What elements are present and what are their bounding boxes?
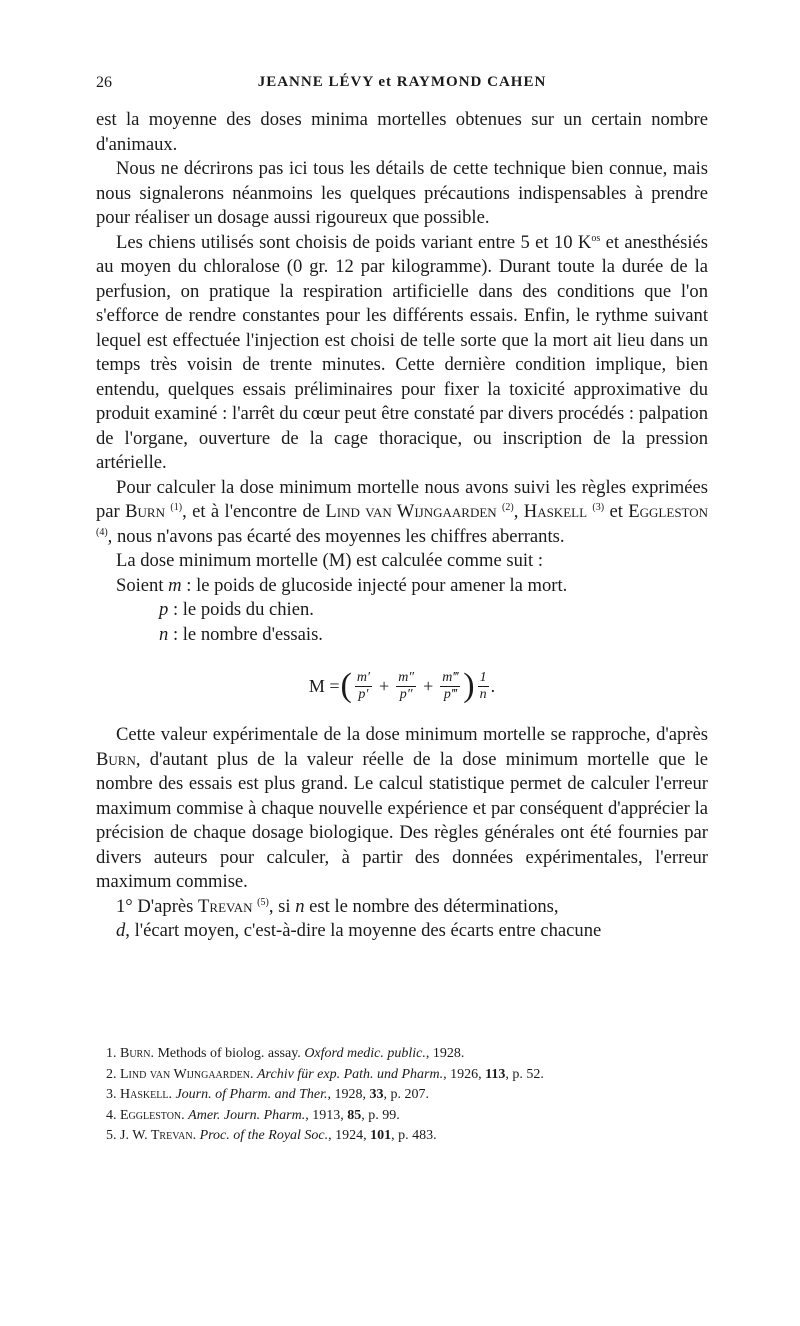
footnote-text: . (168, 1087, 176, 1102)
footnote-ref: (3) (592, 501, 605, 513)
author-name: Trevan (198, 895, 253, 917)
definition-line (96, 623, 708, 648)
author-name: Lind van Wijngaarden (325, 501, 497, 522)
footnote-author: Eggleston (120, 1107, 182, 1123)
paragraph (96, 476, 708, 550)
math-symbol: n (159, 623, 169, 645)
footnote-volume: 33 (369, 1087, 384, 1102)
paragraph-text: , si (268, 895, 296, 917)
author-name: Burn (125, 501, 165, 522)
page-number: 26 (96, 74, 112, 91)
page-header (96, 74, 708, 98)
paragraph-text: Les chiens utilisés sont choisis de poids variant entre 5 et 10 K (116, 231, 592, 253)
formula-paren-open: ( (340, 667, 352, 704)
plus-sign: + (423, 675, 434, 696)
footnote-number: 4. (106, 1107, 120, 1123)
paragraph-text: : le nombre d'essais. (168, 623, 323, 645)
footnote-source: Archiv für exp. Path. und Pharm. (257, 1066, 444, 1082)
footnote-text: . (250, 1066, 257, 1082)
paragraph-text: Nous ne décrirons pas ici tous les détails de cette technique bien connue, mais nous signalerons néanmoins les quelques précautions indispensables à prendre pour réaliser un dosage aussi rigoureux que possible. (96, 158, 708, 228)
footnote-author: Lind van Wijngaarden (120, 1066, 250, 1082)
footnote-text: , 1913, (305, 1107, 348, 1123)
footnote-number: 3. (106, 1087, 120, 1102)
paragraph-text: La dose minimum mortelle (M) est calculée comme suit : (116, 550, 544, 571)
fraction-denominator: p‴ (443, 686, 457, 702)
footnote-text: , 1924, (328, 1128, 371, 1143)
fraction-numerator: m″ (398, 669, 415, 685)
footnote-ref: (1) (170, 501, 183, 513)
paragraph-text: et anesthésiés au moyen du chloralose (0 gr. 12 par kilogramme). Durant toute la durée de la perfusion, on pratique la respiration artificielle dans des conditions que l'on s'efforce de rendre constantes pour les différents essais. Enfin, le rythme suivant lequel est effectuée l'injection est choisi de telle sorte que la mort ait lieu dans un temps très voisin de trente minutes. Cette dernière condition implique, bien entendu, quelques essais préliminaires pour fixer la toxicité approximative du produit examiné : l'arrêt du cœur peut être constaté par divers procédés : palpation de l'organe, ouverture de la cage thoracique, ou inscription de la pression artérielle. (96, 231, 708, 473)
fraction-numerator: 1 (479, 669, 487, 685)
footnote-text: , p. 207. (383, 1087, 430, 1102)
fraction (396, 670, 416, 703)
math-symbol: d (116, 920, 126, 941)
footnote-number: 5. (106, 1128, 120, 1143)
running-head: JEANNE LÉVY et RAYMOND CAHEN (257, 74, 547, 90)
fraction-denominator: p′ (358, 686, 369, 702)
paragraph-text: Cette valeur expérimentale de la dose minimum mortelle se rapproche, d'après (116, 724, 708, 745)
body-text (96, 108, 708, 944)
paragraph-text: Soient (116, 574, 169, 596)
author-name: Eggleston (628, 501, 709, 522)
footnote-source: Oxford medic. public. (304, 1046, 426, 1061)
footnote-source: Proc. of the Royal Soc. (199, 1128, 329, 1143)
paragraph-text: 1° D'après (116, 895, 199, 917)
math-symbol: p (159, 599, 169, 620)
footnote-text: , p. 52. (505, 1066, 544, 1082)
paragraph-text: , l'écart moyen, c'est-à-dire la moyenne des écarts entre chacune (125, 920, 602, 941)
footnote-text: . Methods of biolog. assay. (150, 1046, 305, 1061)
footnote-text: , 1928, (327, 1087, 370, 1102)
paragraph-text: et (604, 501, 629, 522)
paragraph (96, 231, 708, 476)
fraction (355, 670, 372, 703)
math-symbol: m (168, 574, 182, 596)
paragraph-text: , nous n'avons pas écarté des moyennes les chiffres aberrants. (107, 525, 565, 547)
author-name: Haskell (523, 501, 588, 522)
paragraph-text: : le poids de glucoside injecté pour amener la mort. (181, 574, 568, 596)
definition-line (96, 574, 708, 599)
plus-sign: + (379, 675, 390, 696)
footnote-ref: (4) (96, 526, 108, 538)
formula-period: . (490, 675, 496, 696)
footnote-source: Amer. Journ. Pharm. (188, 1107, 306, 1123)
superscript: os (591, 232, 601, 244)
footnote-volume: 85 (347, 1107, 362, 1123)
fraction (440, 670, 460, 703)
formula (96, 653, 708, 719)
footnote-text: , 1926, (443, 1066, 486, 1082)
paragraph (96, 895, 708, 920)
paragraph (96, 549, 708, 574)
paragraph-text: , et à l'encontre de (182, 501, 326, 522)
footnote-volume: 113 (485, 1066, 506, 1082)
paragraph-text: , (513, 501, 524, 522)
footnotes (106, 1044, 706, 1147)
footnote-author: Haskell (120, 1087, 169, 1102)
footnote (106, 1044, 706, 1065)
footnote-source: Journ. of Pharm. and Ther. (175, 1087, 328, 1102)
footnote (106, 1106, 706, 1127)
fraction-denominator: n (479, 686, 487, 702)
paragraph-text: est le nombre des déterminations, (304, 895, 559, 917)
math-symbol: n (295, 895, 305, 917)
paragraph (96, 723, 708, 895)
fraction (478, 670, 489, 703)
footnote-number: 2. (106, 1066, 120, 1082)
paragraph-text: : le poids du chien. (168, 599, 314, 620)
formula-lhs: M = (308, 675, 340, 696)
paragraph-text: , d'autant plus de la valeur réelle de la dose minimum mortelle que le nombre des essais est plus grand. Le calcul statistique permet de calculer l'erreur maximum commise à chaque nouvelle expérience et par conséquent d'apprécier la précision de chaque dosage biologique. Des règles générales ont été fournies par divers auteurs pour calculer, à partir des données expérimentales, l'erreur maximum commise. (96, 748, 708, 892)
footnote-text: . (181, 1107, 189, 1123)
paragraph-text: est la moyenne des doses minima mortelles obtenues sur un certain nombre d'animaux. (96, 109, 708, 155)
footnote-text: , p. 99. (361, 1107, 400, 1123)
fraction-denominator: p″ (399, 686, 413, 702)
footnote (106, 1085, 706, 1106)
paragraph (96, 919, 708, 944)
footnote-volume: 101 (370, 1128, 392, 1143)
footnote-ref: (2) (502, 501, 514, 513)
fraction-numerator: m′ (356, 669, 371, 685)
footnote-text: . (192, 1128, 200, 1143)
footnote-author: J. W. Trevan (120, 1128, 193, 1143)
footnote-ref: (5) (257, 896, 269, 908)
fraction-numerator: m‴ (442, 669, 459, 685)
paragraph (96, 157, 708, 231)
paragraph-text: Pour calculer la dose minimum mortelle nous avons suivi les règles exprimées par (96, 476, 708, 522)
footnote-number: 1. (106, 1046, 120, 1061)
author-name: Burn (96, 748, 136, 770)
formula-paren-close: ) (463, 667, 475, 704)
footnote-text: , 1928. (425, 1046, 465, 1061)
footnote-text: , p. 483. (391, 1128, 437, 1143)
footnote (106, 1126, 706, 1147)
footnote-author: Burn (120, 1046, 151, 1061)
definition-line (96, 598, 708, 623)
paragraph (96, 108, 708, 157)
footnote (106, 1065, 706, 1086)
